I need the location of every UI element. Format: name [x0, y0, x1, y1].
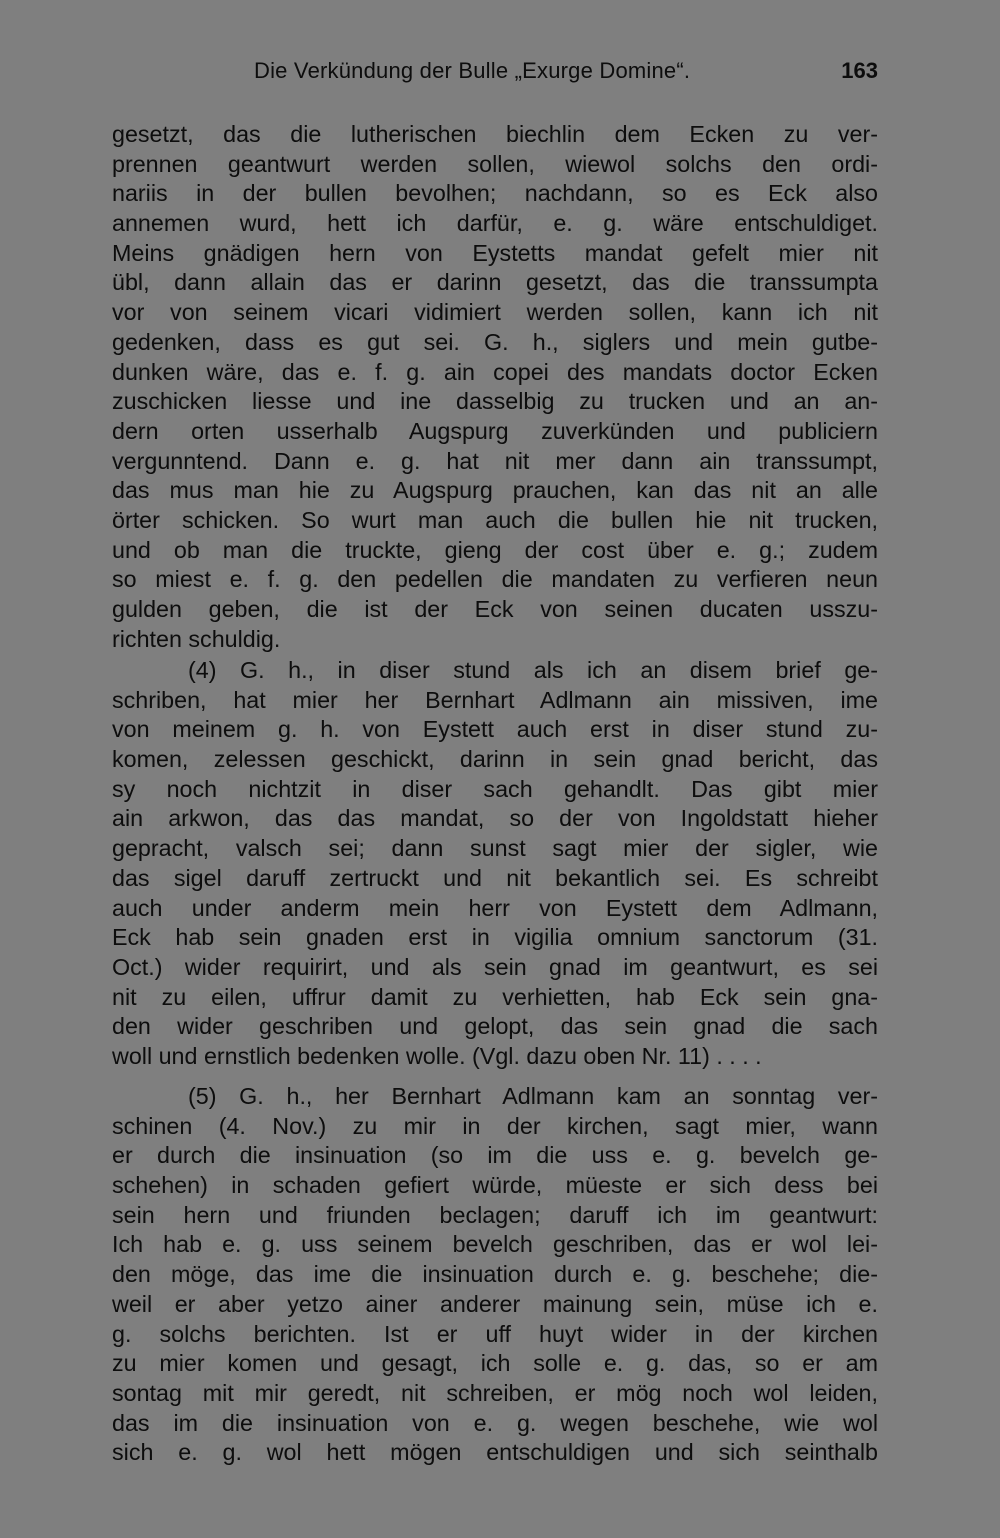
text-line: ain arkwon, das das mandat, so der von Ingoldstatt hieher [112, 805, 878, 832]
text-line: (4) G. h., in diser stund als ich an disem brief ge- [188, 657, 878, 683]
text-line: weil er aber yetzo ainer anderer mainung sein, müse ich e. [112, 1290, 878, 1317]
text-line: das sigel daruff zertruckt und nit bekantlich sei. Es schreibt [112, 864, 878, 891]
text-line: gulden geben, die ist der Eck von seinen ducaten usszu- [112, 596, 878, 622]
text-line: und ob man die truckte, gieng der cost über e. g.; zudem [112, 536, 878, 563]
text-line: schriben, hat mier her Bernhart Adlmann ain missiven, ime [112, 686, 878, 713]
text-line: Meins gnädigen hern von Eystetts mandat gefelt mier nit [112, 239, 878, 266]
text-line: auch under anderm mein herr von Eystett dem Adlmann, [112, 894, 878, 921]
text-line: prennen geantwurt werden sollen, wiewol solchs den ordi- [112, 150, 878, 177]
text-line: (5) G. h., her Bernhart Adlmann kam an sonntag ver- [188, 1083, 878, 1109]
text-line: zu mier komen und gesagt, ich solle e. g. das, so er am [112, 1350, 878, 1377]
text-line: Ich hab e. g. uss seinem bevelch geschriben, das er wol lei- [112, 1231, 878, 1258]
text-line: von meinem g. h. von Eystett auch erst in diser stund zu- [112, 716, 878, 743]
running-header [110, 58, 878, 92]
text-line: dern orten usserhalb Augspurg zuverkünden und publiciern [112, 417, 878, 444]
text-line: gepracht, valsch sei; dann sunst sagt mier der sigler, wie [112, 835, 878, 862]
paragraph-1 [112, 120, 878, 654]
text-line: schehen) in schaden gefiert würde, müeste er sich dess bei [112, 1172, 878, 1199]
text-line: komen, zelessen geschickt, darinn in sein gnad bericht, das [112, 746, 878, 773]
text-line: g. solchs berichten. Ist er uff huyt wider in der kirchen [112, 1320, 878, 1347]
text-line: er durch die insinuation (so im die uss e. g. bevelch ge- [112, 1142, 878, 1169]
text-line: gedenken, dass es gut sei. G. h., siglers und mein gutbe- [112, 328, 878, 355]
text-line: schinen (4. Nov.) zu mir in der kirchen, sagt mier, wann [112, 1112, 878, 1139]
text-line: dunken wäre, das e. f. g. ain copei des mandats doctor Ecken [112, 358, 878, 385]
text-line: Oct.) wider requirirt, und als sein gnad im geantwurt, es sei [112, 953, 878, 980]
text-line: Eck hab sein gnaden erst in vigilia omnium sanctorum (31. [112, 924, 878, 951]
text-line: nariis in der bullen bevolhen; nachdann, so es Eck also [112, 180, 878, 207]
text-line: annemen wurd, hett ich darfür, e. g. wäre entschuldiget. [112, 210, 878, 237]
text-line: richten schuldig. [112, 625, 281, 652]
text-line: sein hern und friunden beclagen; daruff ich im geantwurt: [112, 1201, 878, 1228]
text-line: sontag mit mir geredt, nit schreiben, er mög noch wol leiden, [112, 1379, 878, 1406]
text-line: das mus man hie zu Augspurg prauchen, kan das nit an alle [112, 477, 878, 504]
paragraph-3 [112, 1082, 878, 1468]
text-line: sy noch nichtzit in diser sach gehandlt. Das gibt mier [112, 775, 878, 802]
paragraph-2 [112, 656, 878, 1072]
running-title: Die Verkündung der Bulle „Exurge Domine“. [254, 58, 691, 83]
text-line: so miest e. f. g. den pedellen die mandaten zu verfieren neun [112, 566, 878, 593]
text-line: woll und ernstlich bedenken wolle. (Vgl. dazu oben Nr. 11) . . . . [112, 1042, 762, 1069]
text-line: das im die insinuation von e. g. wegen beschehe, wie wol [112, 1409, 878, 1436]
text-line: den wider geschriben und gelopt, das sein gnad die sach [112, 1013, 878, 1040]
text-line: örter schicken. So wurt man auch die bullen hie nit trucken, [112, 506, 878, 533]
text-line: zuschicken liesse und ine dasselbig zu trucken und an an- [112, 388, 878, 415]
page-number: 163 [841, 58, 878, 83]
text-line: sich e. g. wol hett mögen entschuldigen und sich seinthalb [112, 1439, 878, 1466]
text-line: vergunntend. Dann e. g. hat nit mer dann ain transsumpt, [112, 447, 878, 474]
text-line: den möge, das ime die insinuation durch e. g. beschehe; die- [112, 1261, 878, 1288]
text-line: nit zu eilen, uffrur damit zu verhietten, hab Eck sein gna- [112, 983, 878, 1010]
text-line: gesetzt, das die lutherischen biechlin dem Ecken zu ver- [112, 121, 878, 147]
text-line: übl, dann allain das er darinn gesetzt, das die transsumpta [112, 269, 878, 296]
text-line: vor von seinem vicari vidimiert werden sollen, kann ich nit [112, 299, 878, 326]
